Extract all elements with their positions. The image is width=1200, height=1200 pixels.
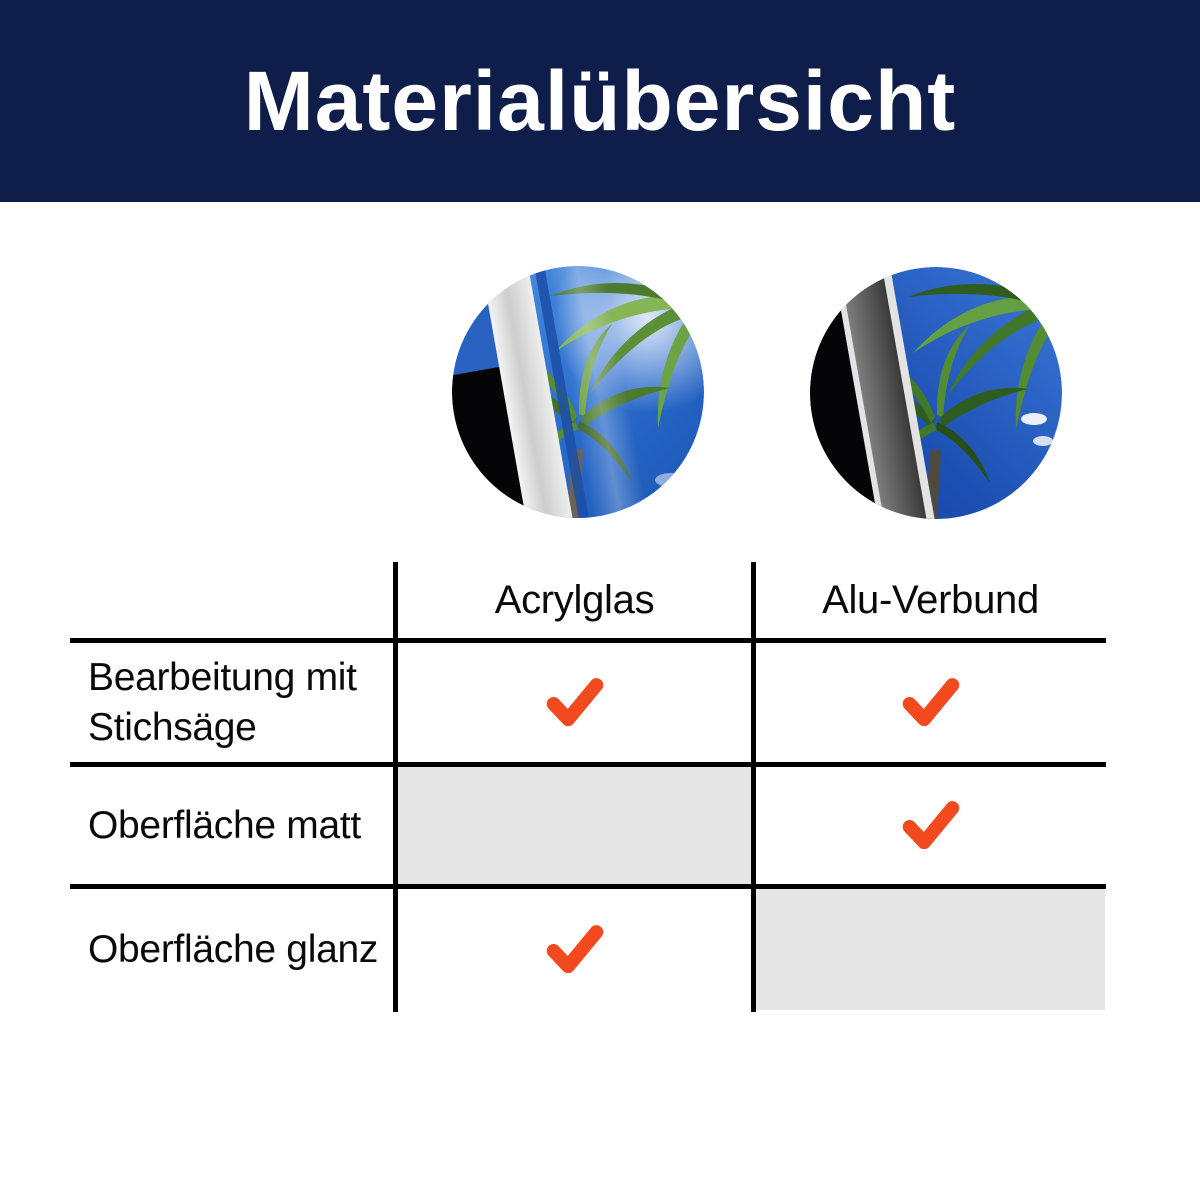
column-header-acrylglas: Acrylglas xyxy=(494,577,655,622)
acrylglas-glossy-edge-photo-icon xyxy=(452,266,704,518)
column-header-alu-verbund: Alu-Verbund xyxy=(822,577,1039,622)
row-label-oberflaeche-matt: Oberfläche matt xyxy=(88,803,361,847)
header-banner xyxy=(0,0,1200,202)
check-icon xyxy=(545,925,605,975)
row-label-oberflaeche-glanz: Oberfläche glanz xyxy=(88,927,379,971)
check-icon xyxy=(901,678,961,728)
cell-glanz-acrylglas xyxy=(398,889,751,1010)
check-icon xyxy=(901,801,961,851)
alu-verbund-matte-edge-photo-icon xyxy=(810,267,1062,519)
alu-verbund-sample-photo xyxy=(810,267,1062,519)
cell-stichsaege-alu-verbund xyxy=(756,643,1105,762)
cell-matt-acrylglas xyxy=(398,767,751,884)
row-label-bearbeitung-stichsaege: Bearbeitung mit Stichsäge xyxy=(88,655,357,749)
page-title: Materialübersicht xyxy=(243,53,957,148)
cell-glanz-alu-verbund xyxy=(756,889,1105,1010)
cell-stichsaege-acrylglas xyxy=(398,643,751,762)
check-icon xyxy=(545,678,605,728)
cell-matt-alu-verbund xyxy=(756,767,1105,884)
acrylglas-sample-photo xyxy=(452,266,704,518)
